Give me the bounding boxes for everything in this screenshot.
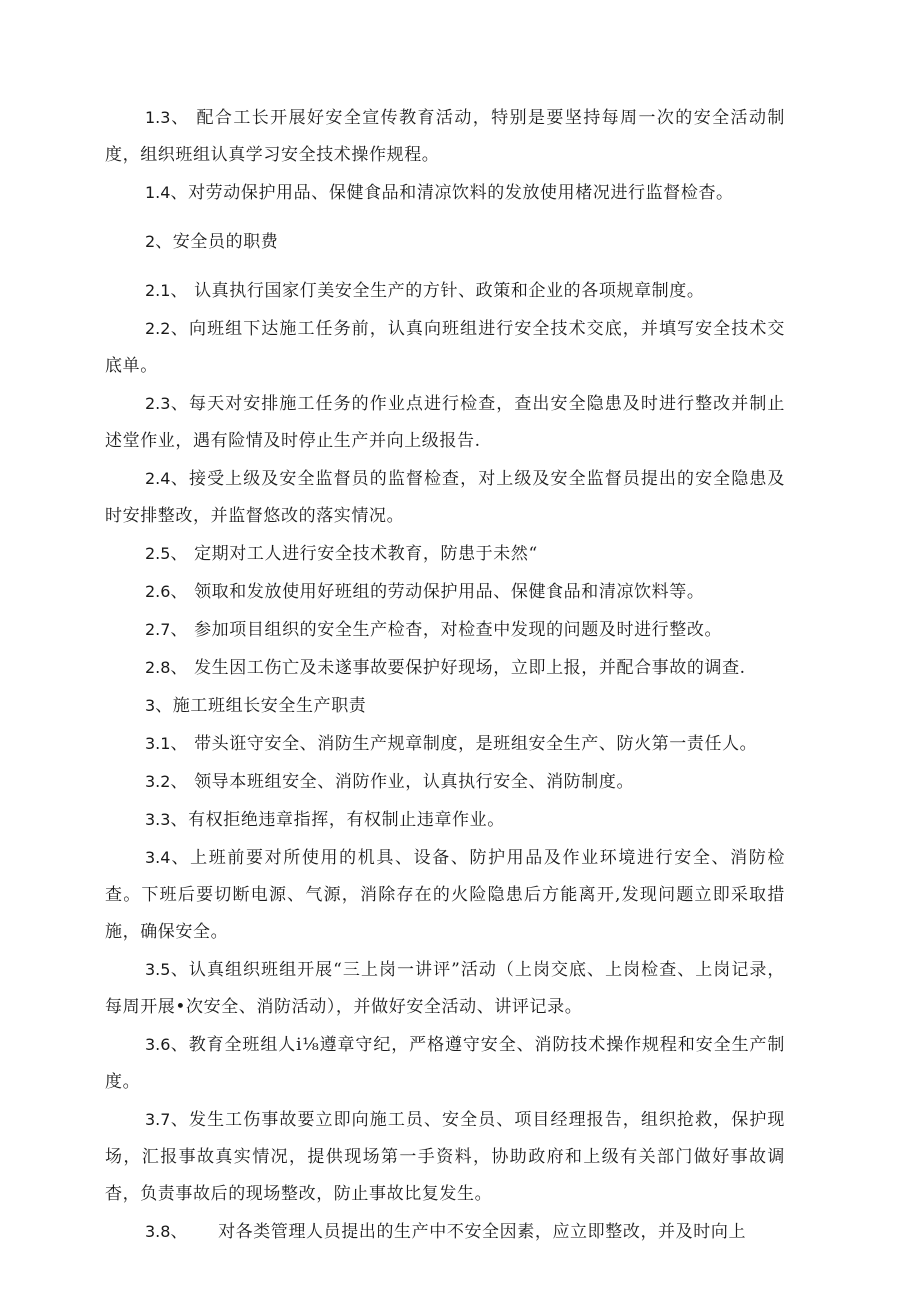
separator: 、 <box>170 1222 189 1242</box>
paragraph-text: 每天对安排施工任务的作业点进行检查，查出安全隐患及时进行整改并制止述堂作业，遇有险情及时停止生产并向上级报告. <box>105 394 785 451</box>
paragraph-1-4 <box>105 174 785 212</box>
section-number: 2.6 <box>145 582 171 601</box>
section-heading-3 <box>105 687 785 725</box>
paragraph-text: 上班前要对所使用的机具、设备、防护用品及作业环境进行安全、消防检查。下班后要切断电源、气源，消除存在的火险隐患后方能离开,发现问题立即采取措施，确保安全。 <box>105 848 785 942</box>
separator: 、 <box>170 469 190 489</box>
paragraph-text: 认真组织班组开展“三上岗一讲评”活动（上岗交底、上岗检查、上岗记录，每周开展•次安全、消防活动），并做好安全活动、讲评记录。 <box>105 960 785 1017</box>
section-number: 3.8 <box>145 1222 171 1241</box>
separator: 、 <box>155 232 173 252</box>
separator: 、 <box>170 394 190 414</box>
section-number: 3.7 <box>145 1110 171 1129</box>
separator: 、 <box>170 810 189 830</box>
separator: 、 <box>170 183 189 203</box>
paragraph-2-1 <box>105 272 785 310</box>
section-number: 3.1 <box>145 734 171 753</box>
section-number: 3 <box>145 696 156 715</box>
separator: 、 <box>170 281 189 301</box>
section-number: 3.2 <box>145 772 171 791</box>
separator: 、 <box>170 658 189 678</box>
paragraph-text: 对劳动保护用品、保健食品和清凉饮料的发放使用楮况进行监督检杳。 <box>188 183 734 203</box>
paragraph-2-8 <box>105 649 785 687</box>
paragraph-text: 对各类管理人员提出的生产中不安全因素，应立即整改，并及时向上 <box>218 1222 747 1242</box>
section-number: 2.7 <box>145 620 171 639</box>
paragraph-2-2 <box>105 310 785 385</box>
section-number: 2.3 <box>145 394 171 413</box>
separator: 、 <box>170 1110 190 1130</box>
paragraph-2-3 <box>105 385 785 460</box>
section-number: 1.3 <box>145 108 171 127</box>
paragraph-text: 向班组下达施工任务前，认真向班组进行安全技术交底，并填写安全技术交底单。 <box>105 319 785 376</box>
paragraph-text: 定期对工人进行安全技术教育，防患于未然“ <box>194 544 538 564</box>
separator: 、 <box>170 582 189 602</box>
paragraph-3-8 <box>105 1213 785 1251</box>
separator: 、 <box>170 960 189 980</box>
section-heading-2 <box>105 223 785 261</box>
paragraph-3-2 <box>105 763 785 801</box>
paragraph-2-7 <box>105 611 785 649</box>
paragraph-3-7 <box>105 1101 785 1213</box>
section-number: 1.4 <box>145 183 171 202</box>
separator: 、 <box>170 544 189 564</box>
section-number: 3.5 <box>145 960 171 979</box>
separator: 、 <box>170 319 190 339</box>
paragraph-3-3 <box>105 801 785 839</box>
paragraph-text: 认真执行国家仃美安全生产的方针、政策和企业的各项规章制度。 <box>194 281 705 301</box>
paragraph-text: 教育全班组人i⅛遵章守纪，严格遵守安全、消防技术操作规程和安全生产制度。 <box>105 1035 785 1092</box>
section-number: 2 <box>145 232 156 251</box>
separator: 、 <box>170 108 190 128</box>
separator: 、 <box>155 696 173 716</box>
paragraph-text: 带头诳守安全、消防生产规章制度，是班组安全生产、防火第一责任人。 <box>194 734 758 754</box>
paragraph-text: 有权拒绝违章指挥，有权制止违章作业。 <box>188 810 505 830</box>
paragraph-text: 发生因工伤亡及未遂事故要保护好现场，立即上报，并配合事故的调查. <box>194 658 746 678</box>
separator: 、 <box>170 620 189 640</box>
paragraph-2-4 <box>105 460 785 535</box>
section-number: 2.5 <box>145 544 171 563</box>
section-number: 2.1 <box>145 281 171 300</box>
paragraph-text: 配合工长开展好安全宣传教育活动，特别是要坚持每周一次的安全活动制度，组织班组认真学习安全技术操作规程。 <box>105 108 785 165</box>
paragraph-3-4 <box>105 839 785 951</box>
paragraph-2-5 <box>105 535 785 573</box>
separator: 、 <box>170 734 189 754</box>
section-number: 2.4 <box>145 469 171 488</box>
paragraph-text: 接受上级及安全监督员的监督检查，对上级及安全监督员提出的安全隐患及时安排整改，并监督悠改的落实情况。 <box>105 469 785 526</box>
paragraph-3-6 <box>105 1026 785 1101</box>
paragraph-text: 领导本班组安全、消防作业，认真执行安全、消防制度。 <box>194 772 635 792</box>
paragraph-text: 参加项目组织的安全生产检杳，对检查中发现的问题及时进行整改。 <box>194 620 723 640</box>
paragraph-text: 领取和发放使用好班组的劳动保护用品、保健食品和清凉饮料等。 <box>194 582 705 602</box>
section-number: 2.2 <box>145 319 171 338</box>
separator: 、 <box>170 848 191 868</box>
section-heading-text: 安全员的职费 <box>172 232 279 252</box>
paragraph-2-6 <box>105 573 785 611</box>
separator: 、 <box>170 1035 189 1055</box>
section-number: 3.4 <box>145 848 171 867</box>
paragraph-3-5 <box>105 951 785 1026</box>
section-number: 2.8 <box>145 658 171 677</box>
document-body <box>105 99 785 1251</box>
paragraph-3-1 <box>105 725 785 763</box>
paragraph-text: 发生工伤事故要立即向施工员、安全员、项目经理报告，组织抢救，保护现场，汇报事故真实情况，提供现场第一手资料，协助政府和上级有关部门做好事故调杳，负责事故后的现场整改，防止事故比复发生。 <box>105 1110 785 1204</box>
paragraph-1-3 <box>105 99 785 174</box>
separator: 、 <box>170 772 189 792</box>
section-heading-text: 施工班组长安全生产职责 <box>172 696 367 716</box>
section-number: 3.6 <box>145 1035 171 1054</box>
section-number: 3.3 <box>145 810 171 829</box>
